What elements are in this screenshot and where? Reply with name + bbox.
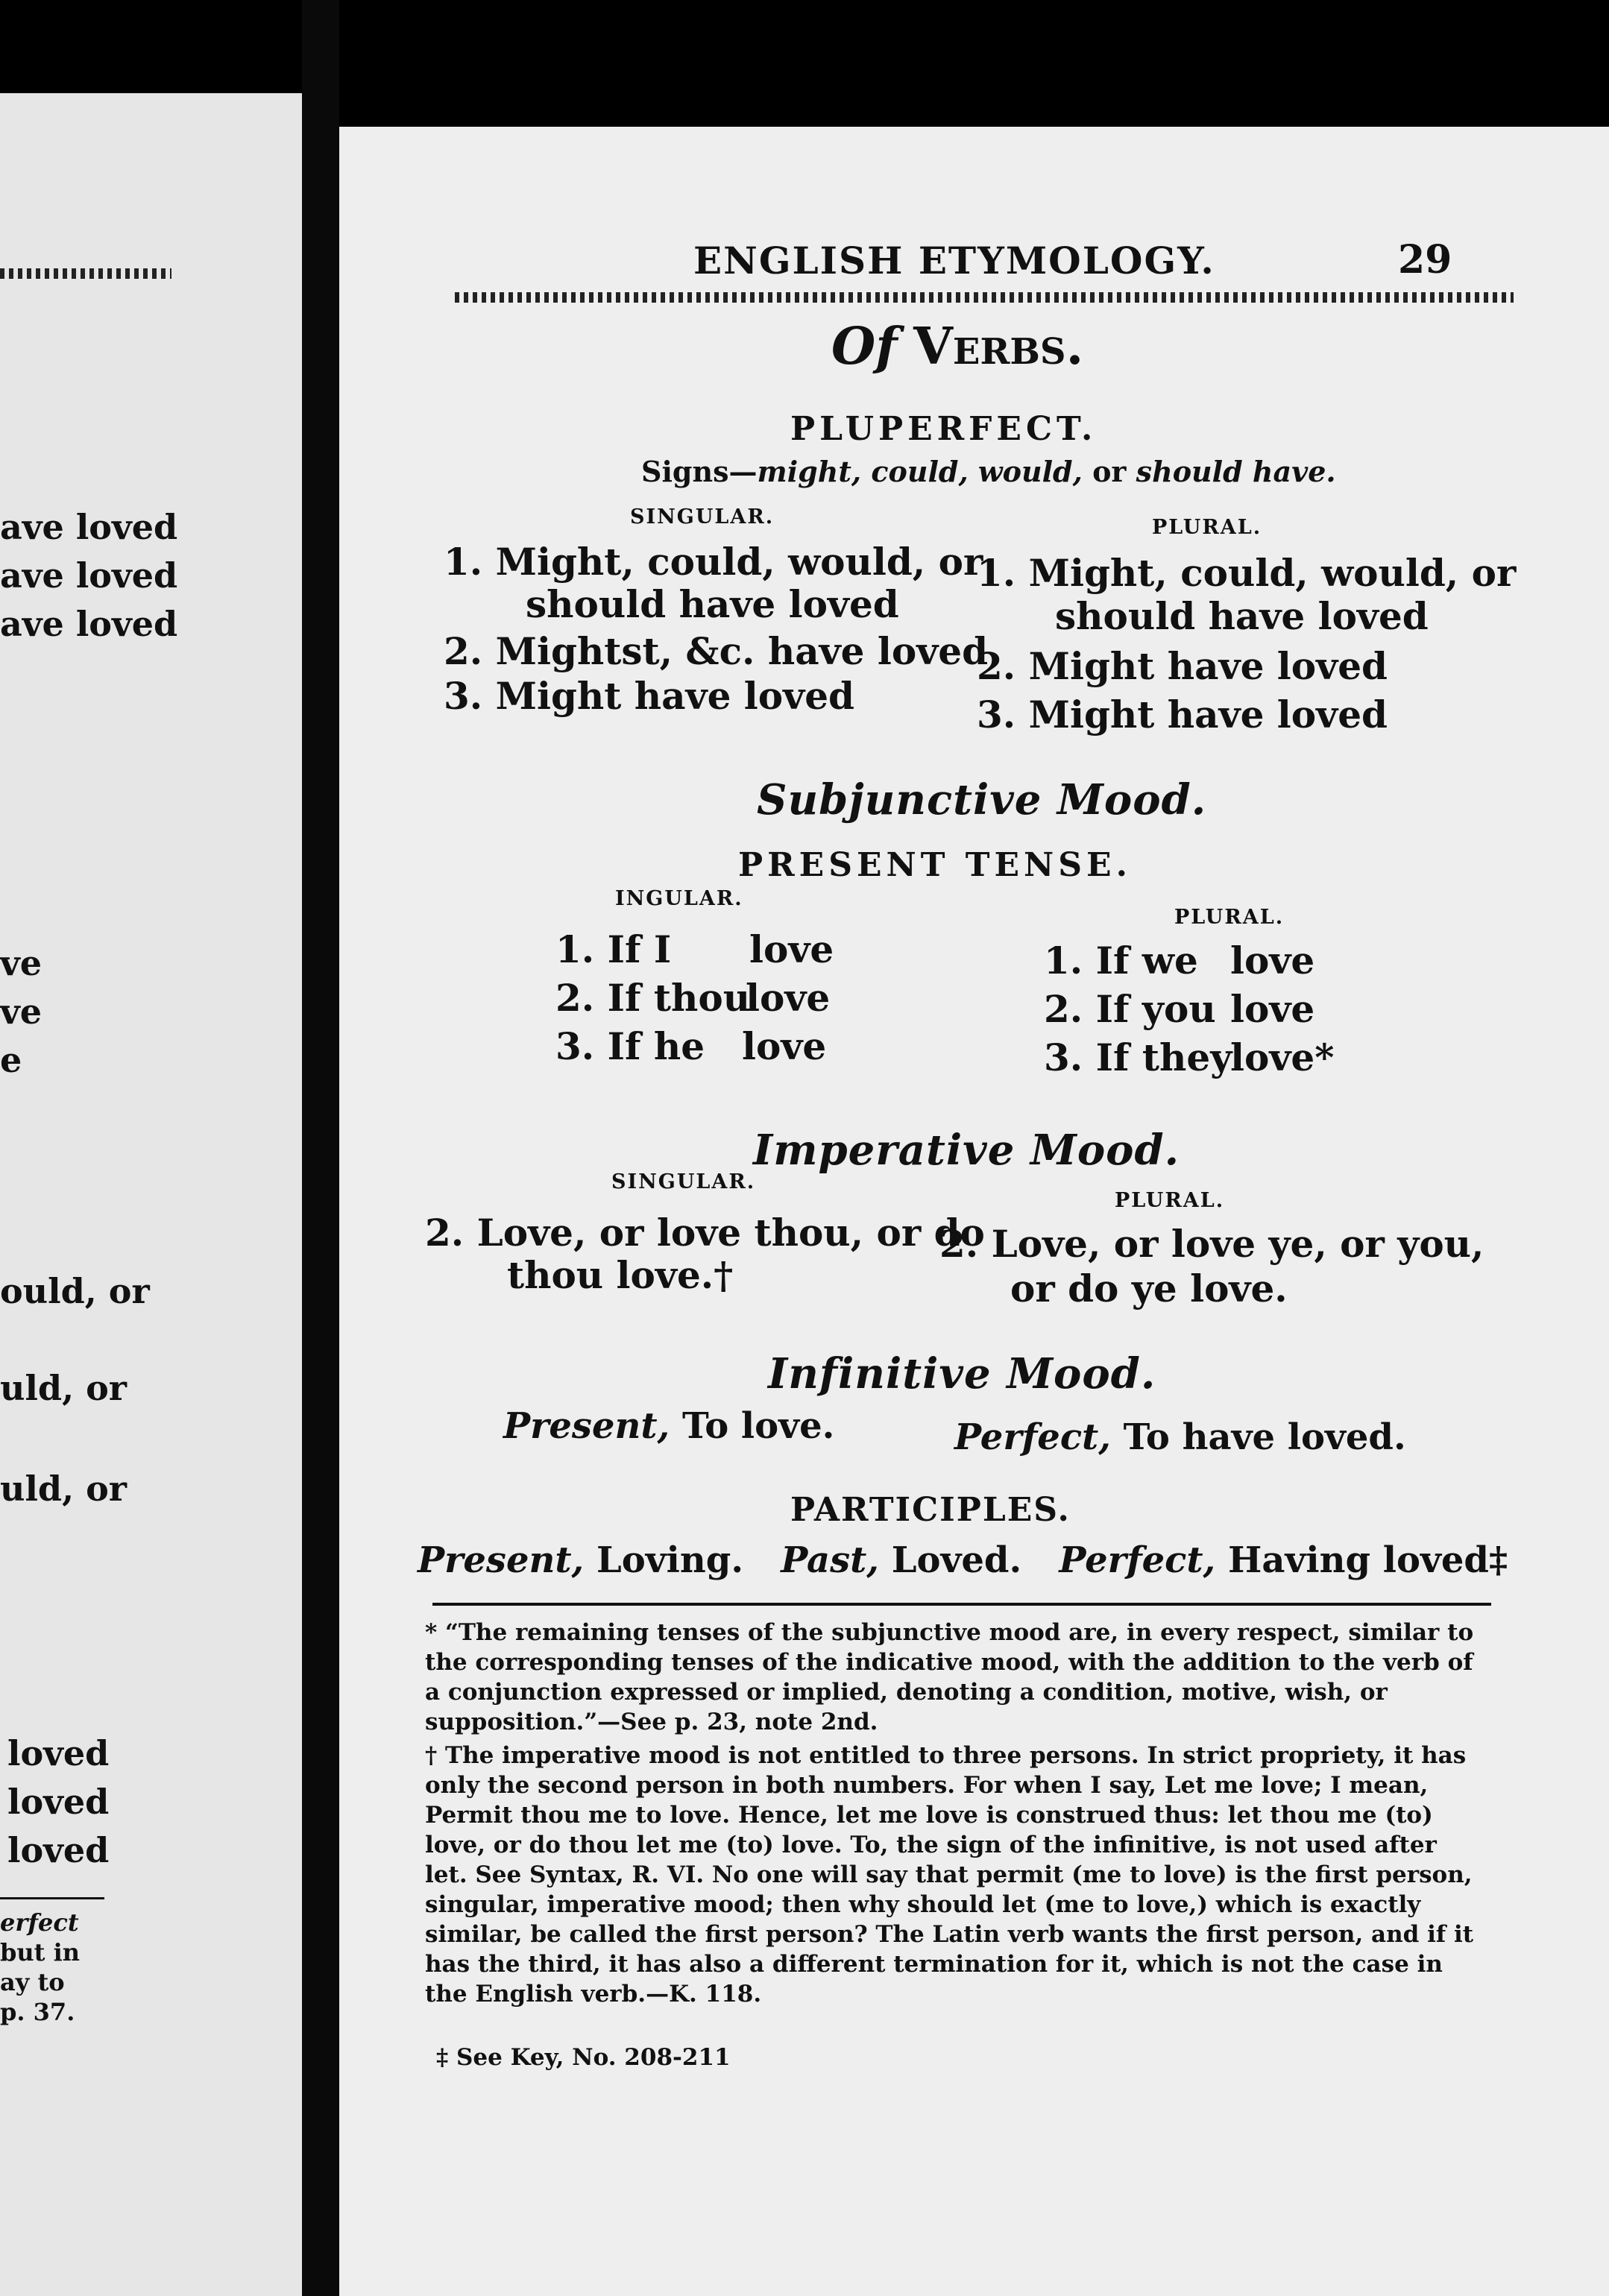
section-title — [831, 317, 1083, 376]
participle-perfect-value: Having loved‡ — [1227, 1539, 1508, 1581]
pluperfect-plural-1-cont: should have loved — [1055, 594, 1429, 638]
left-footnote-rule — [0, 1897, 104, 1899]
pluperfect-heading: PLUPERFECT. — [790, 410, 1098, 448]
subjunctive-plural-3-verb: love* — [1230, 1035, 1335, 1079]
left-page-line: loved — [7, 1733, 110, 1773]
left-page-line: but in — [0, 1938, 80, 1967]
footnote-double-dagger: ‡ See Key, No. 208-211 — [436, 2044, 731, 2071]
imperative-plural-label: PLURAL. — [1115, 1189, 1225, 1212]
infinitive-perfect: Perfect, To have loved. — [954, 1416, 1406, 1458]
left-page-line: ave loved — [0, 604, 178, 644]
participle-present-value: Loving. — [596, 1539, 744, 1581]
page-number: 29 — [1398, 237, 1452, 283]
left-page-line: ould, or — [0, 1271, 150, 1311]
infinitive-present: Present, To love. — [503, 1405, 835, 1447]
subjunctive-tense: PRESENT TENSE. — [738, 846, 1132, 884]
left-page-line: p. 37. — [0, 1998, 75, 2026]
left-page-line: uld, or — [0, 1368, 127, 1408]
subjunctive-plural-2-verb: love — [1230, 987, 1315, 1031]
left-header-rule — [0, 268, 171, 279]
pluperfect-singular-1: 1. Might, could, would, or — [444, 540, 983, 584]
left-page-line: ave loved — [0, 555, 178, 596]
pluperfect-singular-3: 3. Might have loved — [444, 674, 854, 718]
left-page-line: loved — [7, 1782, 110, 1822]
book-page — [339, 127, 1609, 2296]
left-page-line: ay to — [0, 1968, 65, 1996]
pluperfect-signs — [641, 455, 1336, 488]
signs-modals: might, could, would, — [757, 455, 1083, 488]
subjunctive-plural-1-verb: love — [1230, 939, 1315, 983]
plural-label: PLURAL. — [1152, 516, 1262, 539]
subjunctive-plural-3: 3. If they — [1044, 1035, 1232, 1079]
title-verbs: Verbs. — [913, 317, 1084, 376]
subjunctive-singular-3: 3. If he — [555, 1024, 705, 1068]
footnote-rule — [432, 1603, 1491, 1606]
pluperfect-plural-2: 2. Might have loved — [977, 644, 1388, 688]
imperative-singular-label: SINGULAR. — [611, 1170, 756, 1193]
pluperfect-plural-3: 3. Might have loved — [977, 693, 1388, 737]
subjunctive-singular-2-verb: love — [746, 976, 831, 1020]
signs-or: or — [1082, 455, 1136, 488]
footnote-dagger: † The imperative mood is not entitled to three persons. In strict propriety, it has only the second person in both numbers. For when I say, Let me love; I mean, Permit thou me to love. Hence, let me love is construed thus: let thou me (to) love, or do thou let me (to) love. To, the sign of the infinitive, is not used after let. See Syntax, R. VI. No one will say that permit (me to love) is the first person, singular, imperative mood; then why should let (me to love,) which is exactly similar, be called the first person? The Latin verb wants the first person, and if it has the third, it has also a different termination for it, which is not the case in the English verb.—K. 118. — [425, 1742, 1474, 2008]
participle-perfect-label: Perfect, — [1059, 1539, 1216, 1581]
pluperfect-singular-2: 2. Mightst, &c. have loved — [444, 629, 989, 673]
imperative-plural-line1: 2. Love, or love ye, or you, — [939, 1222, 1484, 1266]
adjacent-left-page — [0, 93, 302, 2296]
subjunctive-singular-1-verb: love — [749, 927, 834, 971]
subjunctive-singular-3-verb: love — [742, 1024, 827, 1068]
subjunctive-plural-2: 2. If you — [1044, 987, 1216, 1031]
singular-label: SINGULAR. — [630, 505, 775, 529]
footnote-star: * “The remaining tenses of the subjunctive mood are, in every respect, similar to the corresponding tenses of the indicative mood, with the addition to the verb of a conjunction expressed or implied, denoting a condition, motive, wish, or supposition.”—See p. 23, note 2nd. — [425, 1619, 1474, 1735]
subjunctive-heading: Subjunctive Mood. — [757, 775, 1207, 824]
left-page-line: uld, or — [0, 1469, 127, 1509]
signs-label: Signs— — [641, 455, 758, 488]
left-page-line: ve — [0, 943, 42, 983]
left-page-line: ave loved — [0, 507, 178, 547]
participles-heading: PARTICIPLES. — [790, 1491, 1071, 1529]
imperative-singular-line2: thou love.† — [507, 1253, 734, 1297]
participles-line — [418, 1539, 1508, 1581]
infinitive-heading: Infinitive Mood. — [768, 1349, 1156, 1398]
subjunctive-plural-1: 1. If we — [1044, 939, 1198, 983]
book-gutter — [302, 0, 339, 2296]
left-page-line: e — [0, 1040, 22, 1080]
imperative-singular-line1: 2. Love, or love thou, or do — [425, 1211, 985, 1255]
subjunctive-singular-2: 2. If thou — [555, 976, 751, 1020]
running-title: ENGLISH ETYMOLOGY. — [693, 239, 1215, 283]
left-page-line: loved — [7, 1830, 110, 1870]
subjunctive-singular-1: 1. If I — [555, 927, 672, 971]
participle-present-label: Present, — [418, 1539, 585, 1581]
title-of: Of — [831, 317, 898, 376]
imperative-plural-line2: or do ye love. — [1010, 1267, 1288, 1311]
imperative-heading: Imperative Mood. — [753, 1126, 1180, 1175]
signs-last: should have. — [1136, 455, 1336, 488]
left-page-line: erfect — [0, 1908, 79, 1937]
pluperfect-plural-1: 1. Might, could, would, or — [977, 551, 1517, 595]
pluperfect-singular-1-cont: should have loved — [526, 582, 899, 626]
participle-past-label: Past, — [781, 1539, 879, 1581]
subjunctive-singular-label: INGULAR. — [615, 887, 743, 910]
header-wavy-rule — [455, 292, 1514, 303]
left-page-line: ve — [0, 991, 42, 1032]
participle-past-value: Loved. — [891, 1539, 1022, 1581]
subjunctive-plural-label: PLURAL. — [1174, 906, 1285, 929]
